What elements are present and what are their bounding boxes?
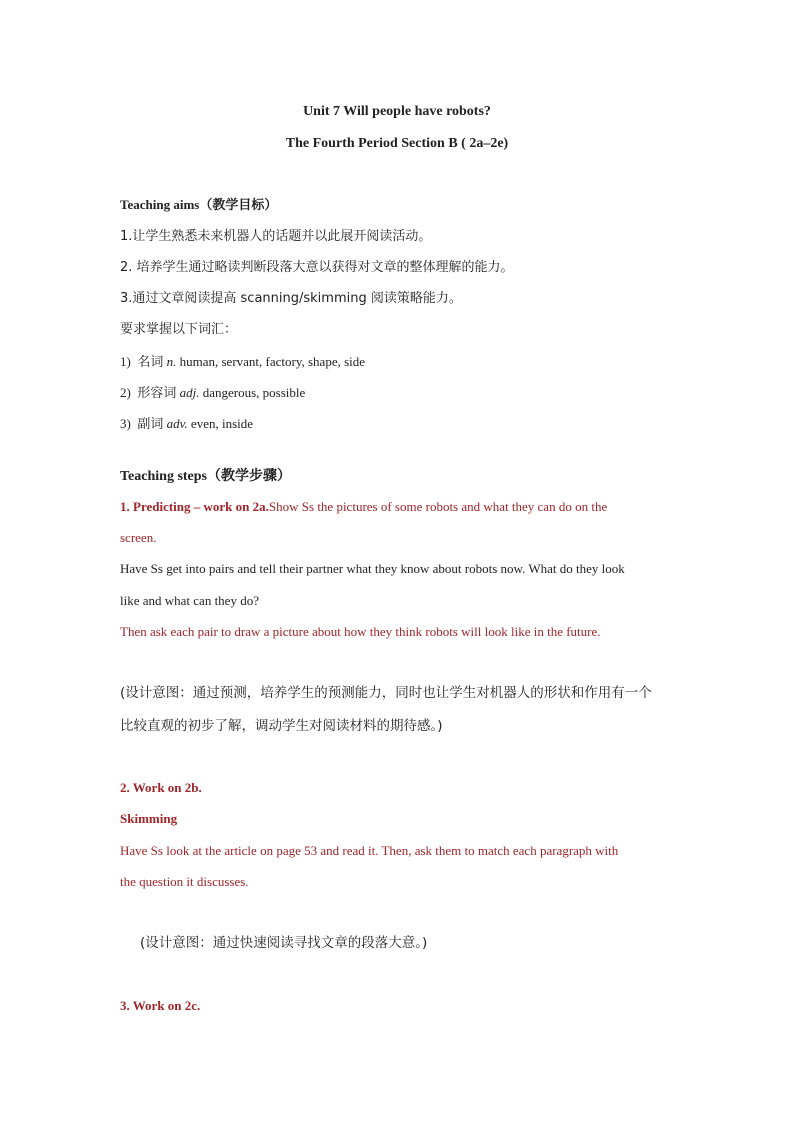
step1-design-note-cont: 比较直观的初步了解，调动学生对阅读材料的期待感。) bbox=[120, 718, 443, 734]
step2-text-cont: the question it discusses. bbox=[120, 874, 249, 889]
aim-item-1: 1.让学生熟悉未来机器人的话题并以此展开阅读活动。 bbox=[120, 229, 432, 244]
aim-item-2: 2. 培养学生通过略读判断段落大意以获得对文章的整体理解的能力。 bbox=[120, 260, 514, 275]
page-subtitle: The Fourth Period Section B ( 2a–2e) bbox=[285, 136, 509, 151]
vocab-num: 2) bbox=[120, 385, 131, 400]
teaching-aims-heading bbox=[120, 196, 277, 215]
step2-text: Have Ss look at the article on page 53 and read it. Then, ask them to match each paragraph with bbox=[120, 843, 619, 858]
teaching-steps-heading-zh: （教学步骤） bbox=[207, 468, 292, 484]
vocab-num: 3) bbox=[120, 416, 131, 431]
vocab-label: 副词 bbox=[137, 417, 164, 432]
vocab-pos: n. bbox=[166, 354, 177, 369]
vocab-pos: adj. bbox=[179, 385, 200, 400]
vocab-pos: adv. bbox=[166, 416, 188, 431]
step1-paragraph-2-cont: like and what can they do? bbox=[120, 593, 259, 608]
step1-design-note: (设计意图：通过预测，培养学生的预测能力，同时也让学生对机器人的形状和作用有一个 bbox=[120, 685, 652, 701]
vocab-words: human, servant, factory, shape, side bbox=[179, 354, 366, 369]
aim-item-3: 3.通过文章阅读提高 scanning/skimming 阅读策略能力。 bbox=[120, 291, 462, 306]
page-title: Unit 7 Will people have robots? bbox=[303, 104, 491, 119]
teaching-aims-heading-en: Teaching aims bbox=[120, 197, 200, 212]
vocab-item-adverb bbox=[120, 415, 253, 434]
vocab-num: 1) bbox=[120, 354, 131, 369]
step1-heading: 1. Predicting – work on 2a. bbox=[120, 499, 269, 514]
step2-subheading: Skimming bbox=[120, 811, 178, 826]
vocab-label: 名词 bbox=[137, 355, 164, 370]
vocab-item-noun bbox=[120, 353, 365, 372]
step1-paragraph-2: Have Ss get into pairs and tell their partner what they know about robots now. What do they look bbox=[120, 561, 625, 576]
step1-line bbox=[120, 498, 607, 516]
step2-heading: 2. Work on 2b. bbox=[120, 780, 202, 795]
step3-heading: 3. Work on 2c. bbox=[120, 998, 201, 1013]
step1-text: Show Ss the pictures of some robots and what they can do on the bbox=[268, 499, 608, 514]
teaching-aims-heading-zh: （教学目标） bbox=[199, 198, 278, 213]
vocab-label: 形容词 bbox=[137, 386, 177, 401]
vocab-words: dangerous, possible bbox=[202, 385, 306, 400]
step2-design-note: (设计意图：通过快速阅读寻找文章的段落大意。) bbox=[140, 935, 428, 951]
step1-text-cont: screen. bbox=[120, 530, 157, 545]
teaching-steps-heading bbox=[120, 467, 291, 486]
vocab-intro: 要求掌握以下词汇： bbox=[120, 322, 238, 337]
step1-paragraph-3: Then ask each pair to draw a picture about how they think robots will look like in the future. bbox=[120, 624, 601, 639]
vocab-item-adjective bbox=[120, 384, 305, 403]
vocab-words: even, inside bbox=[190, 416, 254, 431]
teaching-steps-heading-en: Teaching steps bbox=[120, 469, 208, 484]
